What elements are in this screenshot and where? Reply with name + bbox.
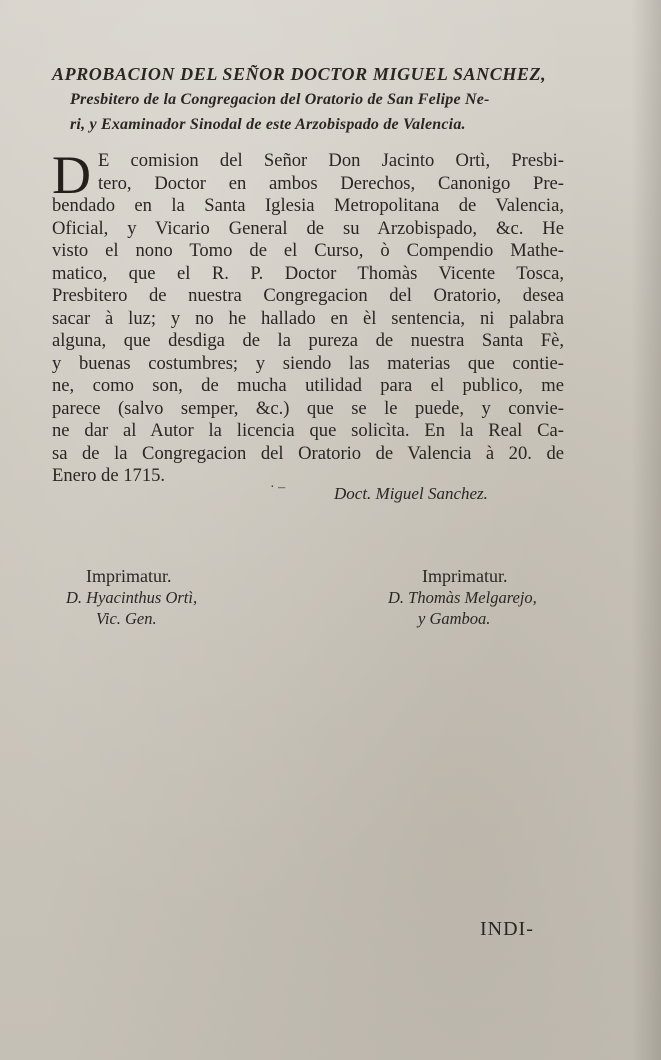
imprimatur-right xyxy=(388,566,537,629)
body-line: bendado en la Santa Iglesia Metropolitana de Valencia, xyxy=(52,195,564,216)
body-line: Presbitero de nuestra Congregacion del Oratorio, desea xyxy=(52,285,564,306)
body-line: matico, que el R. P. Doctor Thomàs Vicente Tosca, xyxy=(52,262,564,284)
imprimatur-left-role: Vic. Gen. xyxy=(96,609,157,628)
body-line: ne dar al Autor la licencia que solicìta. En la Real Ca- xyxy=(52,420,564,441)
body-line: tero, Doctor en ambos Derechos, Canonigo Pre- xyxy=(98,172,564,194)
body-line: sacar à luz; y no he hallado en èl sentencia, ni palabra xyxy=(52,307,564,329)
body-line: y buenas costumbres; y siendo las materias que contie- xyxy=(52,352,564,374)
approbation-heading xyxy=(52,62,622,137)
imprimatur-right-title: Imprimatur. xyxy=(422,566,508,586)
body-line: alguna, que desdiga de la pureza de nuestra Santa Fè, xyxy=(52,330,564,351)
approbation-body xyxy=(52,145,564,488)
imprimatur-left-title: Imprimatur. xyxy=(86,566,172,586)
signature: Doct. Miguel Sanchez. xyxy=(334,484,488,503)
heading-line-3: ri, y Examinador Sinodal de este Arzobispado de Valencia. xyxy=(70,116,466,133)
drop-cap: D xyxy=(52,145,91,205)
body-line: sa de la Congregacion del Oratorio de Valencia à 20. de xyxy=(52,442,564,464)
body-line: Enero de 1715. xyxy=(52,465,166,486)
body-line: Oficial, y Vicario General de su Arzobispado, &c. He xyxy=(52,217,564,239)
body-line: visto el nono Tomo de el Curso, ò Compendio Mathe- xyxy=(52,240,564,261)
heading-line-2: Presbitero de la Congregacion del Oratorio de San Felipe Ne- xyxy=(70,91,490,108)
imprimatur-left-name: D. Hyacinthus Ortì, xyxy=(66,588,198,607)
heading-line-1: APROBACION DEL SEÑOR DOCTOR MIGUEL SANCHEZ, xyxy=(52,64,547,84)
page-edge-shadow xyxy=(631,0,661,1060)
body-line: E comision del Señor Don Jacinto Ortì, Presbi- xyxy=(98,150,564,171)
imprimatur-left xyxy=(66,566,197,629)
body-line: ne, como son, de mucha utilidad para el publico, me xyxy=(52,375,564,396)
imprimatur-right-name: D. Thomàs Melgarejo, xyxy=(388,588,537,607)
imprimatur-right-role: y Gamboa. xyxy=(418,609,491,628)
ink-mark: · ‒ xyxy=(270,480,286,495)
catchword: INDI- xyxy=(480,918,534,940)
body-line: parece (salvo semper, &c.) que se le puede, y convie- xyxy=(52,397,564,419)
